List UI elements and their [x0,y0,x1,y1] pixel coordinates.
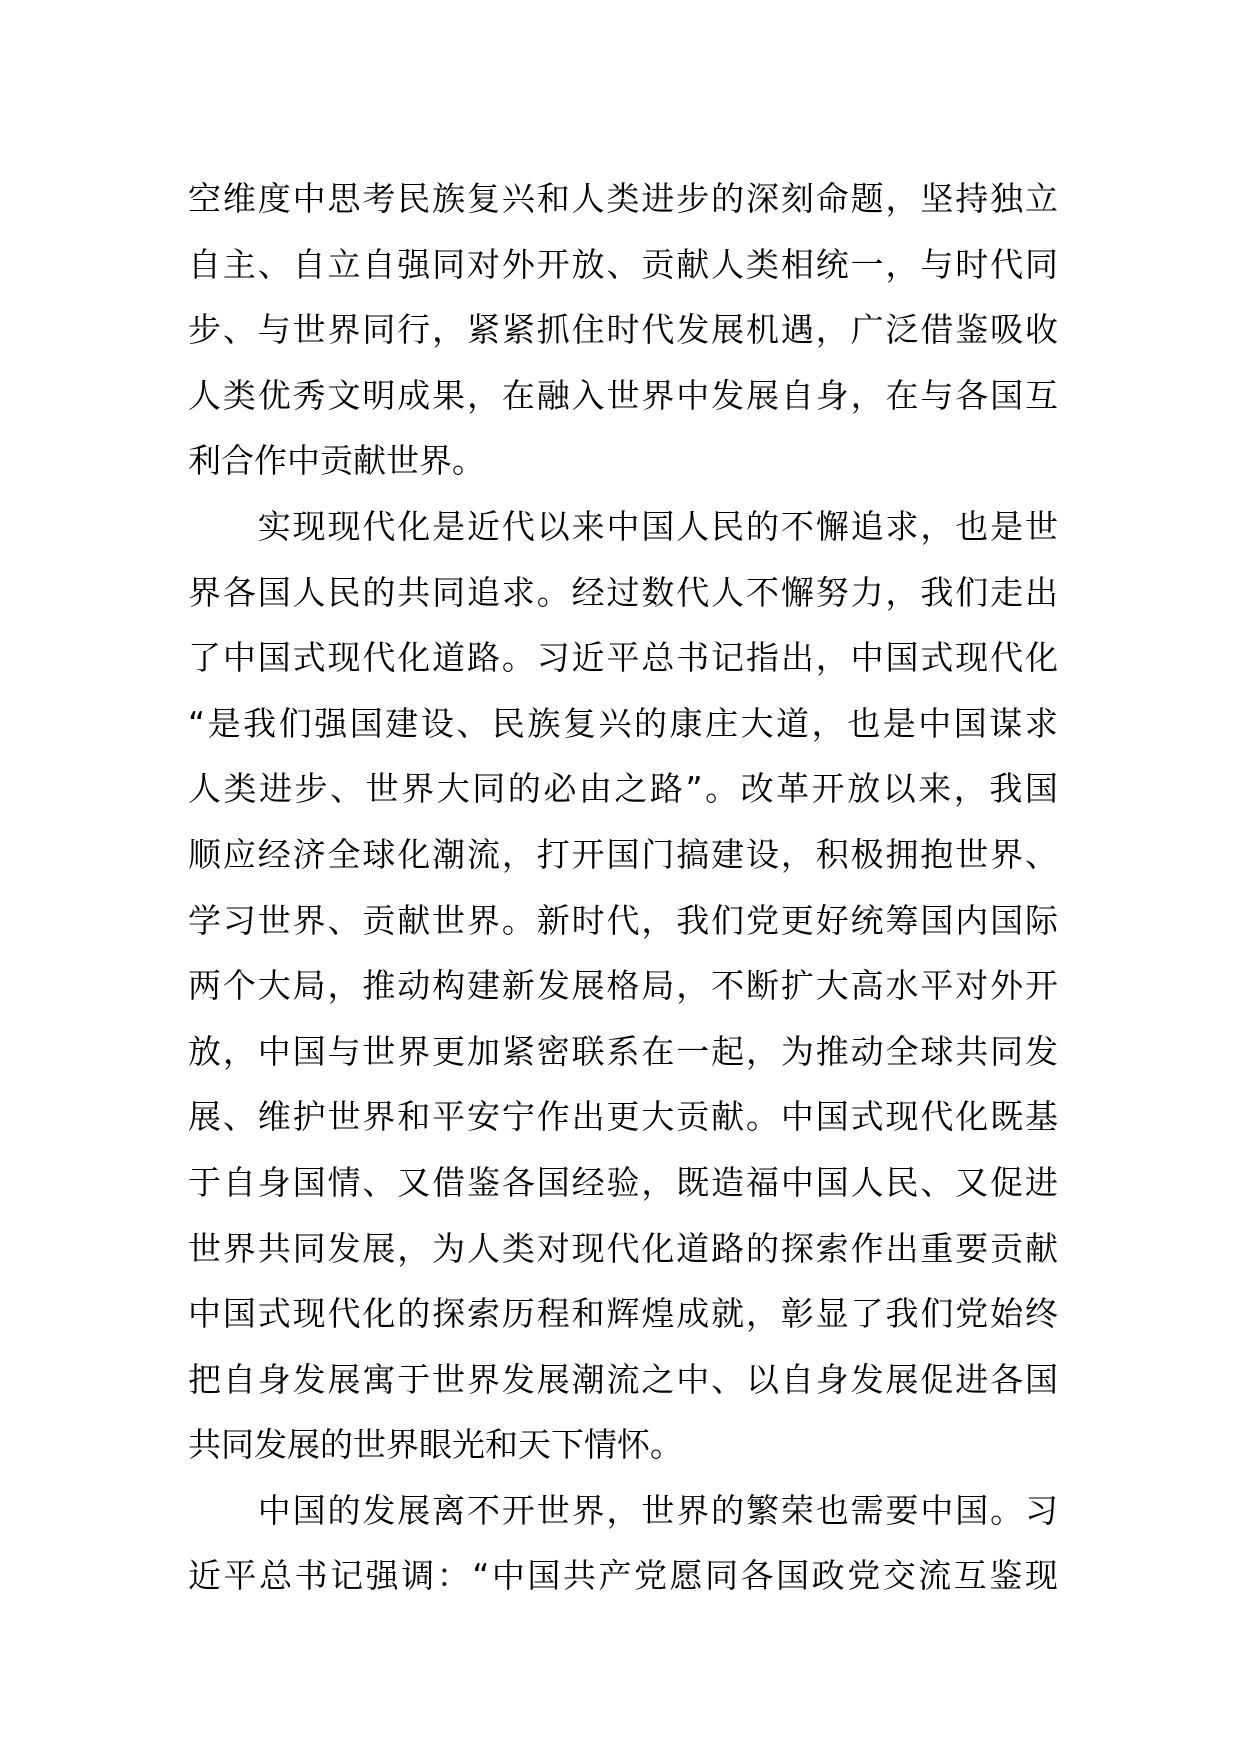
text-line: 顺 应 经 济 全 球 化 潮 流 ， 打 开 国 门 搞 建 设 ， 积 极 拥 抱 世 界 、 [188,834,1058,874]
text-line: 把 自 身 发 展 寓 于 世 界 发 展 潮 流 之 中 、 以 自 身 发 展 促 进 各 国 [188,1359,1058,1399]
text-line: 步 、 与 世 界 同 行 ， 紧 紧 抓 住 时 代 发 展 机 遇 ， 广 泛 借 鉴 吸 收 [188,310,1058,350]
text-line: 人 类 进 步 、 世 界 大 同 的 必 由 之 路 ” 。 改 革 开 放 以 来 ， 我 国 [188,769,1058,809]
text-line: 放 ， 中 国 与 世 界 更 加 紧 密 联 系 在 一 起 ， 为 推 动 全 球 共 同 发 [188,1031,1058,1071]
text-line: 了 中 国 式 现 代 化 道 路 。 习 近 平 总 书 记 指 出 ， 中 国 式 现 代 化 [188,638,1058,678]
text-line: 人 类 优 秀 文 明 成 果 ， 在 融 入 世 界 中 发 展 自 身 ， 在 与 各 国 互 [188,375,1058,415]
text-line: “ 是 我 们 强 国 建 设 、 民 族 复 兴 的 康 庄 大 道 ， 也 是 中 国 谋 求 [188,703,1058,743]
text-line: 实 现 现 代 化 是 近 代 以 来 中 国 人 民 的 不 懈 追 求 ， 也 是 世 [257,506,1058,546]
text-line: 世 界 共 同 发 展 ， 为 人 类 对 现 代 化 道 路 的 探 索 作 出 重 要 贡 献 [188,1228,1058,1268]
text-line: 学 习 世 界 、 贡 献 世 界 。 新 时 代 ， 我 们 党 更 好 统 筹 国 内 国 际 [188,900,1058,940]
text-line: 于 自 身 国 情 、 又 借 鉴 各 国 经 验 ， 既 造 福 中 国 人 民 、 又 促 进 [188,1162,1058,1202]
text-line: 展 、 维 护 世 界 和 平 安 宁 作 出 更 大 贡 献 。 中 国 式 现 代 化 既 基 [188,1097,1058,1137]
text-line: 空 维 度 中 思 考 民 族 复 兴 和 人 类 进 步 的 深 刻 命 题 ， 坚 持 独 立 [188,179,1058,218]
body-text [188,166,1058,1609]
text-line: 中 国 式 现 代 化 的 探 索 历 程 和 辉 煌 成 就 ， 彰 显 了 我 们 党 始 终 [188,1294,1058,1334]
text-line: 中 国 的 发 展 离 不 开 世 界 ， 世 界 的 繁 荣 也 需 要 中 国 。 习 [257,1490,1058,1530]
text-line: 近 平 总 书 记 强 调 ： “ 中 国 共 产 党 愿 同 各 国 政 党 交 流 互 鉴 现 [188,1556,1058,1596]
text-line: 共同发展的世界眼光和天下情怀。 [188,1425,683,1465]
text-line: 利合作中贡献世界。 [188,441,485,481]
text-line: 两 个 大 局 ， 推 动 构 建 新 发 展 格 局 ， 不 断 扩 大 高 水 平 对 外 开 [188,966,1058,1006]
text-line: 界 各 国 人 民 的 共 同 追 求 。 经 过 数 代 人 不 懈 努 力 ， 我 们 走 出 [188,572,1058,612]
text-line: 自 主 、 自 立 自 强 同 对 外 开 放 、 贡 献 人 类 相 统 一 ， 与 时 代 同 [188,244,1058,284]
